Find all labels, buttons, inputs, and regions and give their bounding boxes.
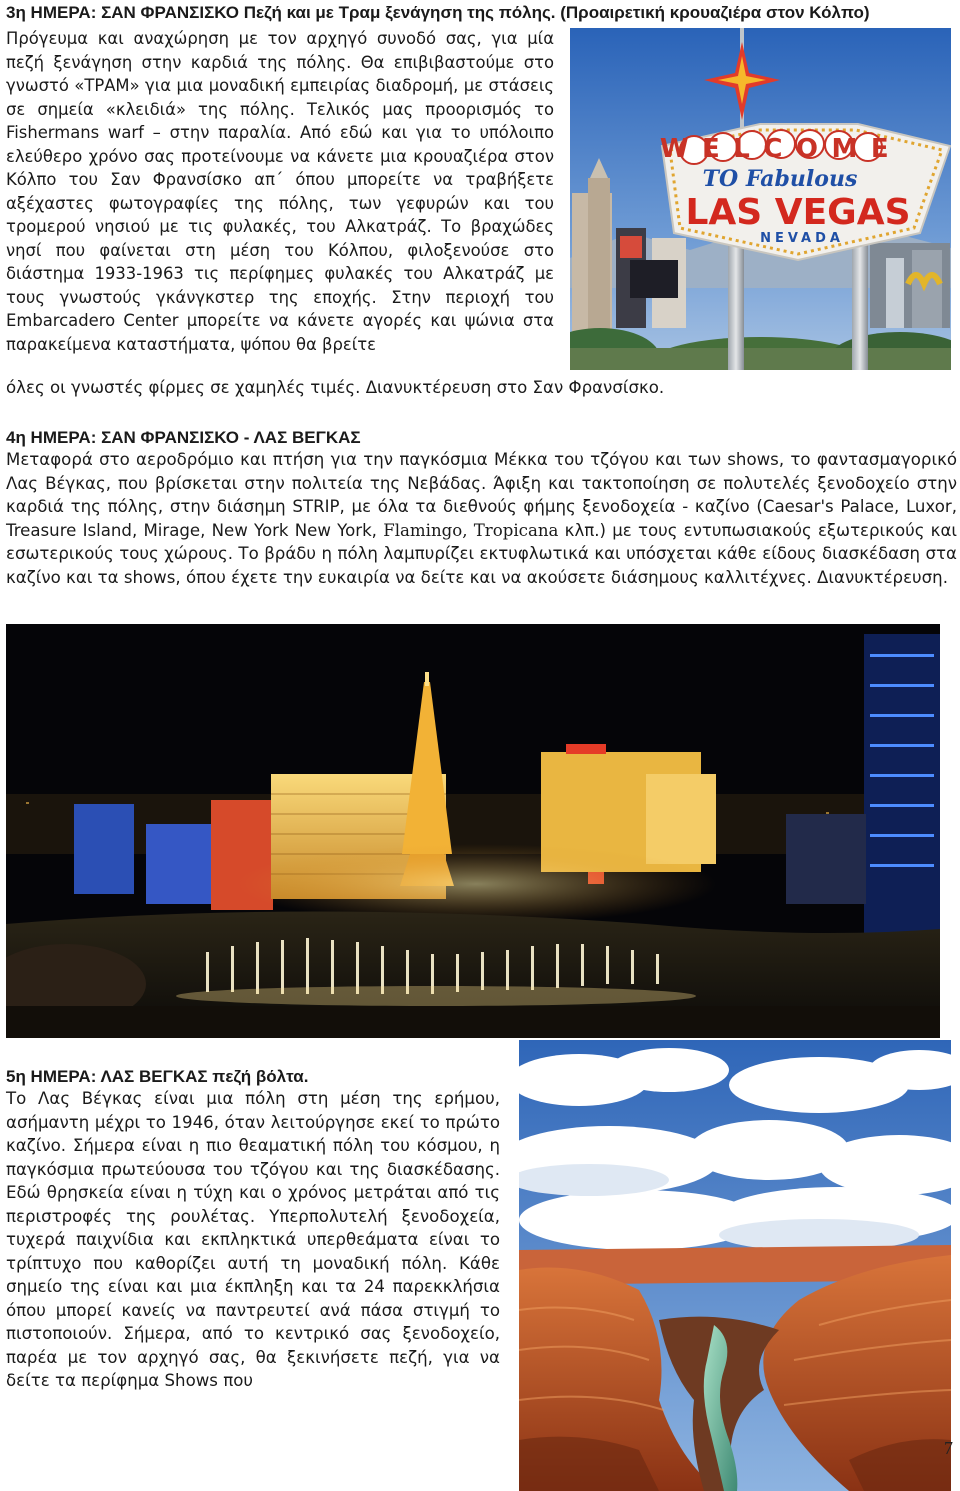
las-vegas-sign-photo: [570, 28, 951, 370]
sign-las-vegas: LAS VEGAS: [685, 192, 911, 233]
day4-hotel-names: Flamingo, Tropicana: [383, 520, 559, 540]
grand-canyon-photo: [519, 1040, 951, 1491]
sign-nevada: NEVADA: [760, 231, 844, 246]
sign-fabulous: TO Fabulous: [702, 166, 858, 192]
day5-body: Το Λας Βέγκας είναι μια πόλη στη μέση της ερήμου, ασήμαντη μέχρι το 1946, όταν λειτούργησε εκεί το πρώτο καζίνο. Σήμερα είναι η πιο θεαματική πόλη του κόσμου, η παγκόσμια πρωτεύουσα του τζόγου και της διασκέδασης. Εδώ θρησκεία είναι η τύχη και ο χρόνος μετράται από τις περιστροφές της ρουλέτας. Υπερπολυτελή ξενοδοχεία, τυχερά παιχνίδια και εκπληκτικά υπερθεάματα είναι το τρίπτυχο που καθορίζει αυτή τη μοναδική πόλη. Κάθε σημείο της είναι και μια έκπληξη και τα 24 παρεκκλήσια όπου μπορεί κανείς να παντρευτεί ανά πάσα στιγμή το πιστοποιούν. Σήμερα, από το κεντρικό σας ξενοδοχείο, παρέα με τον αρχηγό σας, θα ξεκινήσετε πεζή, για να δείτε τα περίφημα Shows που: [6, 1089, 500, 1390]
day4-body: [6, 448, 957, 589]
day4-body-end: κλπ.) με τους εντυπωσιακούς εξωτερικούς και εσωτερικούς τους χώρους. Το βράδυ η πόλη λαμπυρίζει εκτυφλωτικά και υπόσχεται κάθε είδους διασκέδαση στα καζίνο και τα shows, όπου έχετε την ευκαιρία να δείτε και να ακούσετε διάσημους καλλιτέχνες. Διανυκτέρευση.: [6, 520, 958, 587]
day4-body-start: Μεταφορά στο αεροδρόμιο και πτήση για την παγκόσμια Μέκκα του τζόγου και των shows, το φαντασμαγορικό Λας Βέγκας, που βρίσκεται στην πολιτεία της Νεβάδας. Άφιξη και τακτοποίηση σε πολυτελές ξενοδοχείο στην καρδιά της πόλης, στην διάσημη STRIP, με όλα τα διεθνούς φήμης ξενοδοχεία - καζίνο (Caesar's Palace, Luxor, Treasure Island, Mirage, New York New York,: [6, 450, 957, 540]
day3-heading: 3η ΗΜΕΡΑ: ΣΑΝ ΦΡΑΝΣΙΣΚΟ Πεζή και με Τραμ ξενάγηση της πόλης. (Προαιρετική κρουαζιέρα στον Κόλπο): [6, 3, 870, 22]
sign-welcome: WELCOME: [659, 134, 903, 164]
las-vegas-night-photo: [6, 624, 940, 1038]
day3-tail: όλες οι γνωστές φίρμες σε χαμηλές τιμές. Διανυκτέρευση στο Σαν Φρανσίσκο.: [6, 378, 665, 397]
page-number: 7: [944, 1438, 953, 1458]
day3-body: Πρόγευμα και αναχώρηση με τον αρχηγό συνοδό σας, για μία πεζή ξενάγηση στην καρδιά της πόλης. Θα επιβιβαστούμε στο γνωστό «ΤΡΑΜ» για μια μοναδική εμπειρίας διαδρομή, με στάσεις σε σημεία «κλειδιά» της πόλης. Τελικός μας προορισμός το Fishermans warf – στην παραλία. Από εδώ και για το υπόλοιπο ελεύθερο χρόνο σας προτείνουμε να κάνετε μια κρουαζιέρα στον Κόλπο του Σαν Φρανσίσκο απ΄ όπου μπορείτε να τραβήξετε αξέχαστες φωτογραφίες της πόλης, των γεφυρών και του τρομερού νησιού με τις φυλακές, του Αλκατράζ. Το βραχώδες νησί που φαίνεται στη μέση του Κόλπου, φιλοξενούσε στο διάστημα 1933-1963 τις περίφημες φυλακές του Αλκατράζ με τους γνωστούς γκάνγκστερ της εποχής. Στην περιοχή του Embarcadero Center μπορείτε να κάνετε αγορές και ψώνια στα παρακείμενα καταστήματα, ψόπου θα βρείτε: [6, 29, 554, 354]
day4-heading: 4η ΗΜΕΡΑ: ΣΑΝ ΦΡΑΝΣΙΣΚΟ - ΛΑΣ ΒΕΓΚΑΣ: [6, 428, 361, 447]
day5-heading: 5η ΗΜΕΡΑ: ΛΑΣ ΒΕΓΚΑΣ πεζή βόλτα.: [6, 1067, 309, 1086]
